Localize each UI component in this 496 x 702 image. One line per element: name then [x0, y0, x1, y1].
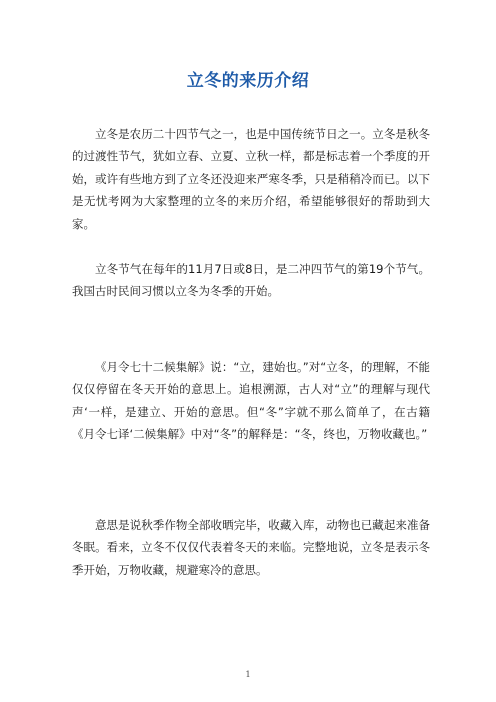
document-title: 立冬的来历介绍 — [186, 71, 310, 91]
paragraph-1: 立冬是农历二十四节气之一，也是中国传统节日之一。立冬是秋冬的过渡性节气，犹如立春、立夏、立秋一样，都是标志着一个季度的开始，或许有些地方到了立冬还没迎来严寒冬季，只是稍稍冷而已。以下是无忧考网为大家整理的立冬的来历介绍，希望能够很好的帮助到大家。 — [72, 127, 430, 231]
page-number: 1 — [245, 670, 251, 679]
paragraph-2: 立冬节气在每年的11月7日或8日，是二冲四节气的第19个节气。我国古时民间习惯以立冬为冬季的开始。 — [72, 262, 430, 299]
paragraph-3: 《月令七十二候集解》说：“立，建始也。”对“立冬，的理解，不能仅仅停留在冬天开始的意思上。追根溯源，古人对“立”的理解与现代声‘一样，是建立、开始的意思。但“冬”字就不那么简单了，在古籍《月令七译‘二候集解》中对“冬”的解释是：“冬，终也，万物收藏也。” — [72, 360, 430, 442]
paragraph-4: 意思是说秋季作物全部收晒完毕，收藏入库，动物也已藏起来准备冬眠。看来，立冬不仅仅代表着冬天的来临。完整地说，立冬是表示冬季开始，万物收藏，规避寒冷的意思。 — [72, 518, 430, 577]
